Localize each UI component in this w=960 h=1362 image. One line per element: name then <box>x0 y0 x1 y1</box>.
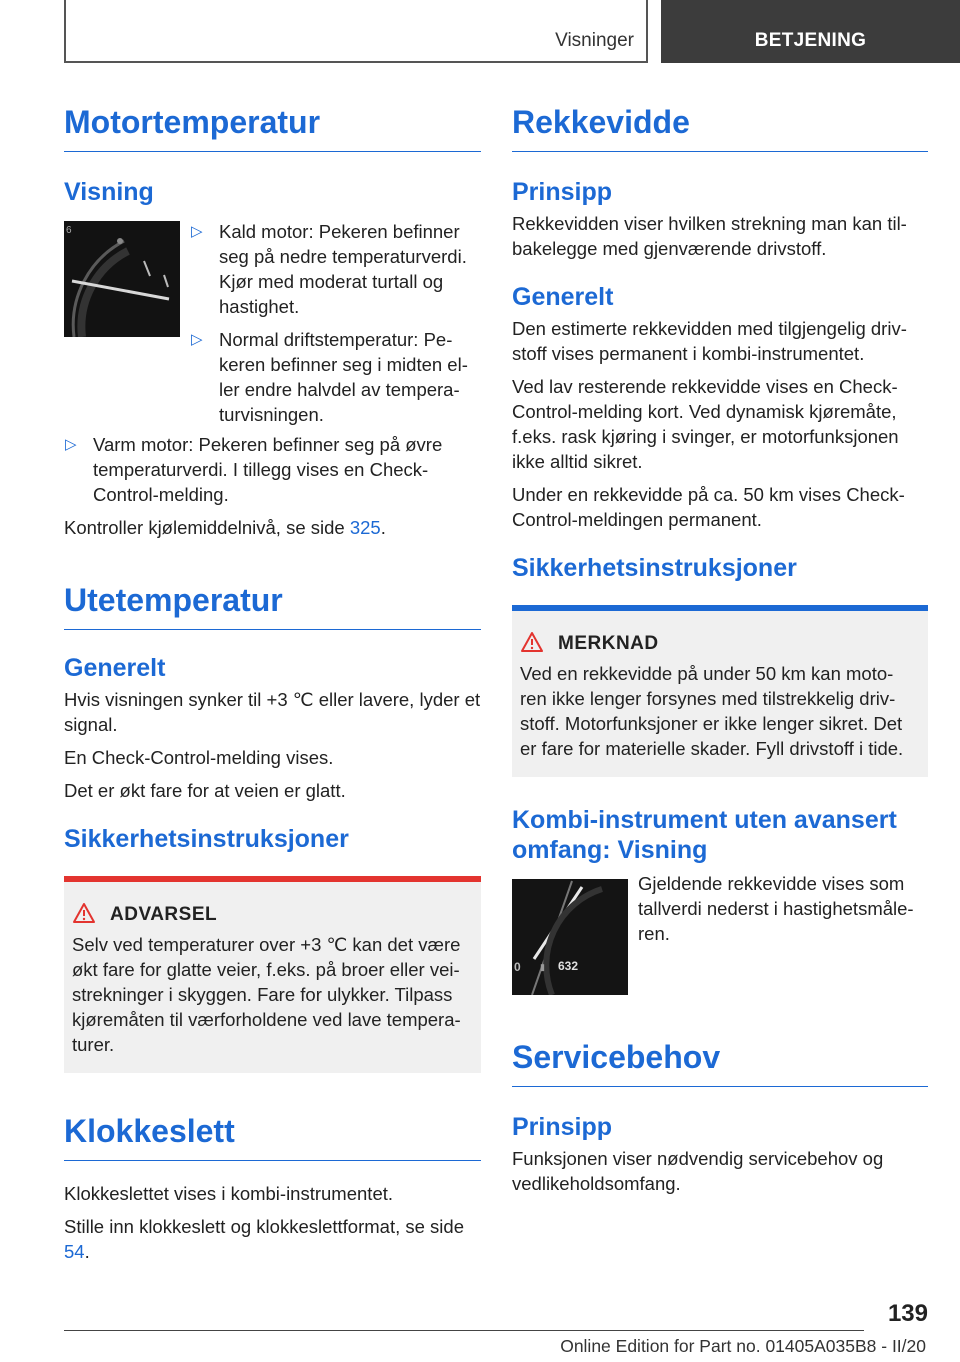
coolant-check-text: Kontroller kjølemiddelnivå, se side 325. <box>64 517 386 538</box>
visning-heading: Visning <box>64 178 154 206</box>
prinsipp-heading-2: Prinsipp <box>512 1113 613 1141</box>
svg-text:6: 6 <box>66 225 72 236</box>
service-paragraph-1: Funksjonen viser nødvendig servicebehov og vedlikeholdsomfang. <box>512 1148 884 1194</box>
safety-heading-left: Sikkerhetsinstruksjoner <box>64 825 349 853</box>
prinsipp-heading-1: Prinsipp <box>512 178 613 206</box>
motortemperatur-heading: Motortemperatur <box>64 104 481 152</box>
header-chapter-box <box>661 0 960 63</box>
page-number: 139 <box>887 1300 928 1327</box>
footer-divider <box>64 1330 864 1331</box>
bullet-hot-engine: ▷ Varm motor: Pekeren befinner seg på øvre temperaturverdi. I tillegg vises en Check-Control-melding. <box>64 432 481 507</box>
utetemperatur-heading: Utetemperatur <box>64 582 481 630</box>
ute-paragraph-2: En Check-Control-melding vises. <box>64 747 334 768</box>
ute-paragraph-1: Hvis visningen synker til +3 ℃ eller lavere, lyder et signal. <box>64 689 481 735</box>
kombi-block <box>512 873 928 1029</box>
rekkevidde-heading: Rekkevidde <box>512 104 928 152</box>
gauge-range-value: 632 <box>558 959 579 973</box>
bullet-normal-temp: ▷ Normal driftstemperatur: Pe-keren befinner seg i midten el-ler endre halvdel av tempera-turvisningen. <box>190 327 481 427</box>
ute-paragraph-3: Det er økt fare for at veien er glatt. <box>64 780 346 801</box>
header-section-title: Visninger <box>555 30 634 51</box>
klokke-paragraph-1: Klokkeslettet vises i kombi-instrumentet. <box>64 1183 394 1204</box>
right-column <box>512 104 928 1196</box>
kombi-text-wrap <box>638 871 928 946</box>
klokkeslett-heading: Klokkeslett <box>64 1113 481 1161</box>
note-title: MERKNAD <box>558 633 920 655</box>
rekke-paragraph-2: Den estimerte rekkevidden med tilgjengelig driv-stoff vises permanent i kombi-instrumentet. <box>512 318 907 364</box>
rekke-paragraph-3: Ved lav resterende rekkevidde vises en Check-Control-melding kort. Ved dynamisk kjøremåte, f.eks. rask kjøring i svinger, er motorfunksjonen ikke alltid sikret. <box>512 376 899 472</box>
page-link-54[interactable]: 54 <box>64 1241 85 1262</box>
warning-box <box>64 876 481 1073</box>
safety-heading-right: Sikkerhetsinstruksjoner <box>512 554 797 582</box>
range-gauge-image <box>512 879 628 995</box>
klokke-paragraph-2: Stille inn klokkeslett og klokkeslettformat, se side 54. <box>64 1216 464 1262</box>
note-text: Ved en rekkevidde på under 50 km kan moto-ren ikke lenger forsynes med tilstrekkelig driv-stoff. Motorfunksjoner er ikke lenger sikret. Det er fare for materielle skader. Fyll drivstoff i tide. <box>520 663 904 759</box>
page-link-325[interactable]: 325 <box>349 517 381 538</box>
online-edition-text: Online Edition for Part no. 01405A035B8 - II/20 <box>560 1336 926 1356</box>
warning-text: Selv ved temperaturer over +3 ℃ kan det være økt fare for glatte veier, f.eks. på broer eller vei-strekninger i skyggen. Fare for ulykker. Tilpass kjøremåten til værforholdene ved lave tempera-turer. <box>72 934 461 1055</box>
rekke-paragraph-1: Rekkevidden viser hvilken strekning man kan til-bakelegge med gjenværende drivstoff. <box>512 213 907 259</box>
gauge-block <box>64 219 481 424</box>
kombi-text: Gjeldende rekkevidde vises som tallverdi nederst i hastighetsmåle-ren. <box>638 873 914 944</box>
warning-triangle-icon <box>72 902 96 924</box>
fuel-icon: ▮ <box>540 962 545 972</box>
warning-triangle-icon <box>520 631 544 653</box>
rekke-paragraph-4: Under en rekkevidde på ca. 50 km vises Check-Control-meldingen permanent. <box>512 484 905 530</box>
kombi-heading: Kombi-instrument uten avansert omfang: Visning <box>512 806 897 864</box>
servicebehov-heading: Servicebehov <box>512 1039 928 1087</box>
gauge-bullets <box>190 219 481 427</box>
generelt-heading-left: Generelt <box>64 654 166 682</box>
left-column <box>64 104 481 1264</box>
header-chapter-title: BETJENING <box>754 30 867 51</box>
header-section-box <box>64 0 648 63</box>
temperature-gauge-image <box>64 221 180 337</box>
gauge-zero-label: 0 <box>514 960 521 974</box>
note-box <box>512 605 928 777</box>
generelt-heading-right: Generelt <box>512 283 614 311</box>
bullet-cold-engine: ▷ Kald motor: Pekeren befinner seg på nedre temperaturverdi. Kjør med moderat turtall og hastighet. <box>190 219 481 319</box>
warning-title: ADVARSEL <box>110 904 473 926</box>
